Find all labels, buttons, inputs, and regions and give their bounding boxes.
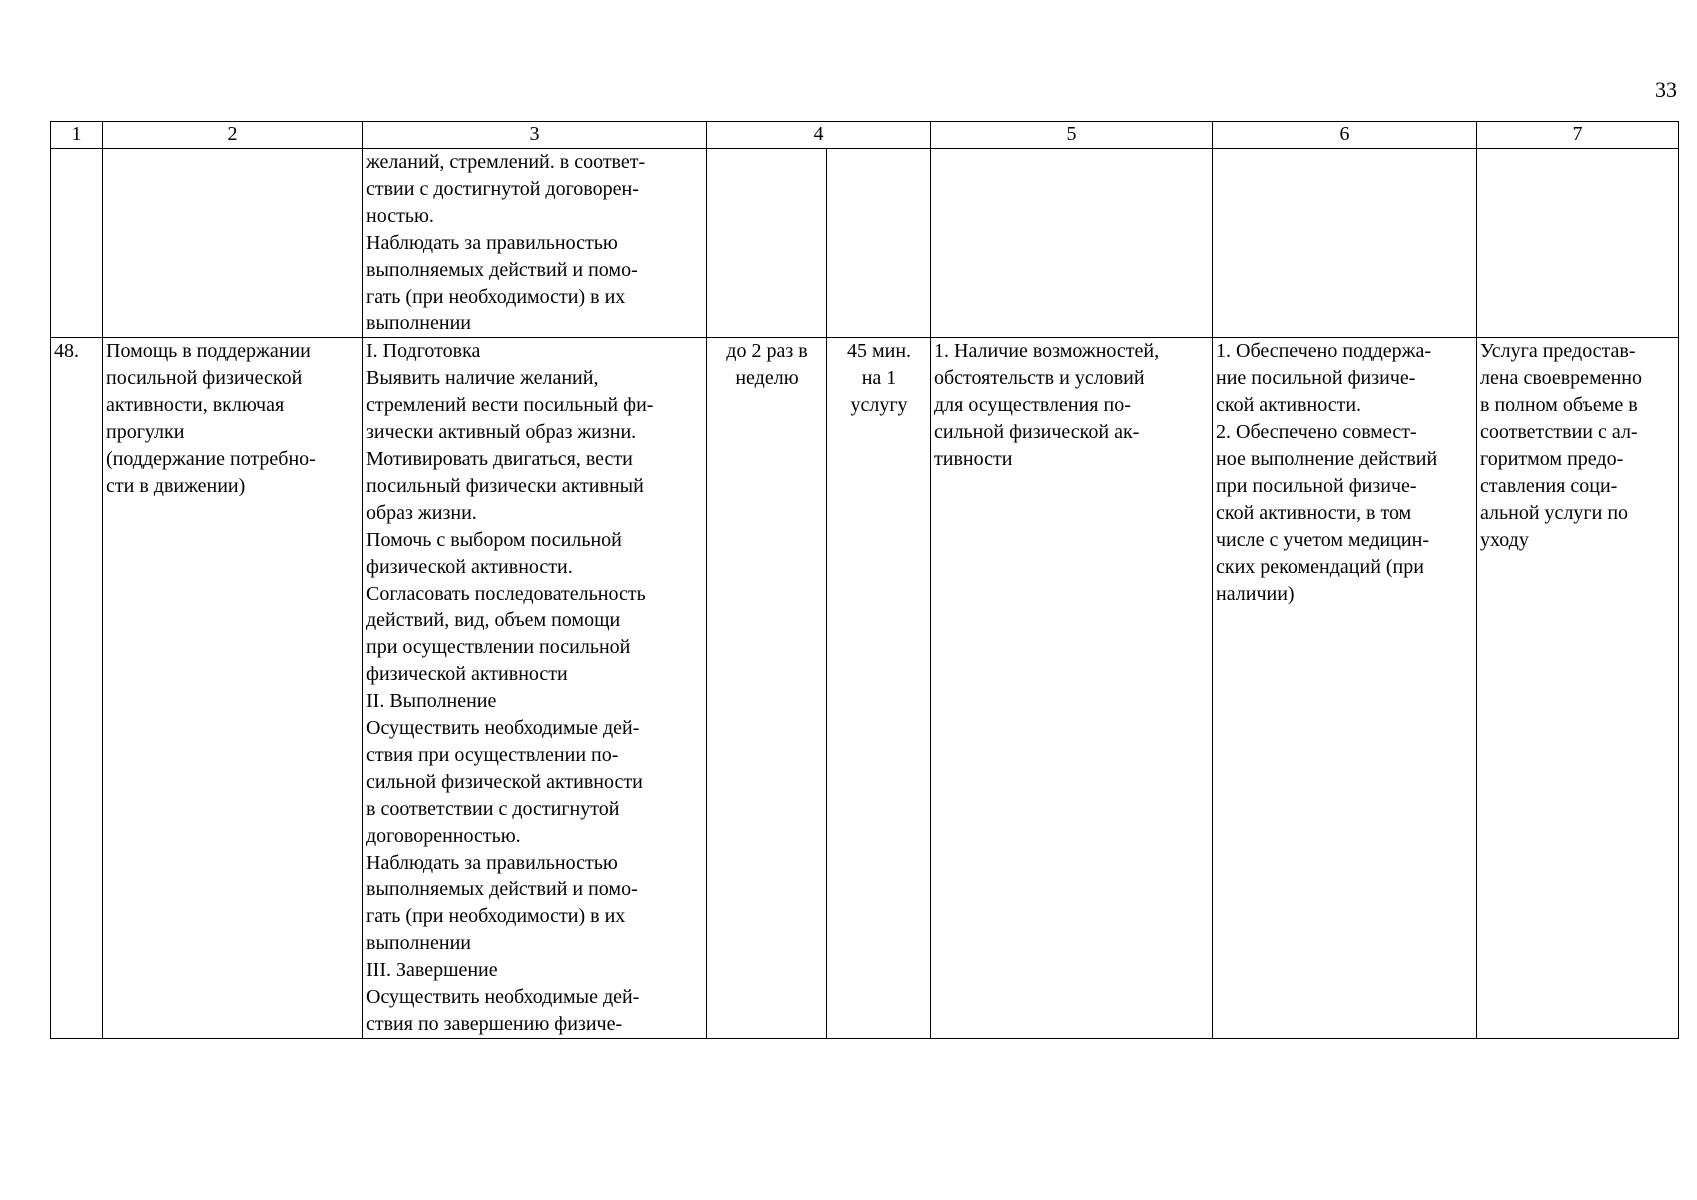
cont-frequency-cell [707, 149, 827, 338]
cont-quality-cell [1477, 149, 1679, 338]
duration-cell: 45 мин. на 1 услугу [827, 338, 931, 1039]
results-cell: 1. Обеспечено поддержа- ние посильной физиче- ской активности. 2. Обеспечено совмест- ное выполнение действий при посильной физиче- ской активности, в том числе с учетом медицин- ских рекомендаций (при наличии) [1213, 338, 1477, 1039]
header-cell-3: 3 [363, 122, 707, 149]
header-cell-1: 1 [51, 122, 103, 149]
frequency-cell: до 2 раз в неделю [707, 338, 827, 1039]
cont-conditions-cell [931, 149, 1213, 338]
header-cell-5: 5 [931, 122, 1213, 149]
row-number-cell: 48. [51, 338, 103, 1039]
header-cell-6: 6 [1213, 122, 1477, 149]
procedure-cell: I. Подготовка Выявить наличие желаний, стремлений вести посильный фи- зически активный образ жизни. Мотивировать двигаться, вести посильный физически активный образ жизни. Помочь с выбором посильной физической активности. Согласовать последовательность действий, вид, объем помощи при осуществлении посильной физической активности II. Выполнение Осуществить необходимые дей- ствия при осуществлении по- сильной физической активности в соответствии с достигнутой договоренностью. Наблюдать за правильностью выполняемых действий и помо- гать (при необходимости) в их выполнении III. Завершение Осуществить необходимые дей- ствия по завершению физиче- [363, 338, 707, 1039]
header-cell-7: 7 [1477, 122, 1679, 149]
table-row-48 [51, 338, 1679, 1039]
conditions-cell: 1. Наличие возможностей, обстоятельств и условий для осуществления по- сильной физической ак- тивности [931, 338, 1213, 1039]
cont-duration-cell [827, 149, 931, 338]
service-name-cell: Помощь в поддержании посильной физической активности, включая прогулки (поддержание потребно- сти в движении) [103, 338, 363, 1039]
page-number: 33 [1655, 77, 1677, 102]
services-table [50, 121, 1679, 1039]
header-cell-4: 4 [707, 122, 931, 149]
cont-number-cell [51, 149, 103, 338]
cont-procedure-cell: желаний, стремлений. в соответ- ствии с достигнутой договорен- ностью. Наблюдать за правильностью выполняемых действий и помо- гать (при необходимости) в их выполнении [363, 149, 707, 338]
quality-cell: Услуга предостав- лена своевременно в полном объеме в соответствии с ал- горитмом предо- ставления соци- альной услуги по уходу [1477, 338, 1679, 1039]
cont-service-cell [103, 149, 363, 338]
header-cell-2: 2 [103, 122, 363, 149]
cont-results-cell [1213, 149, 1477, 338]
table-header-row [51, 122, 1679, 149]
continuation-row [51, 149, 1679, 338]
